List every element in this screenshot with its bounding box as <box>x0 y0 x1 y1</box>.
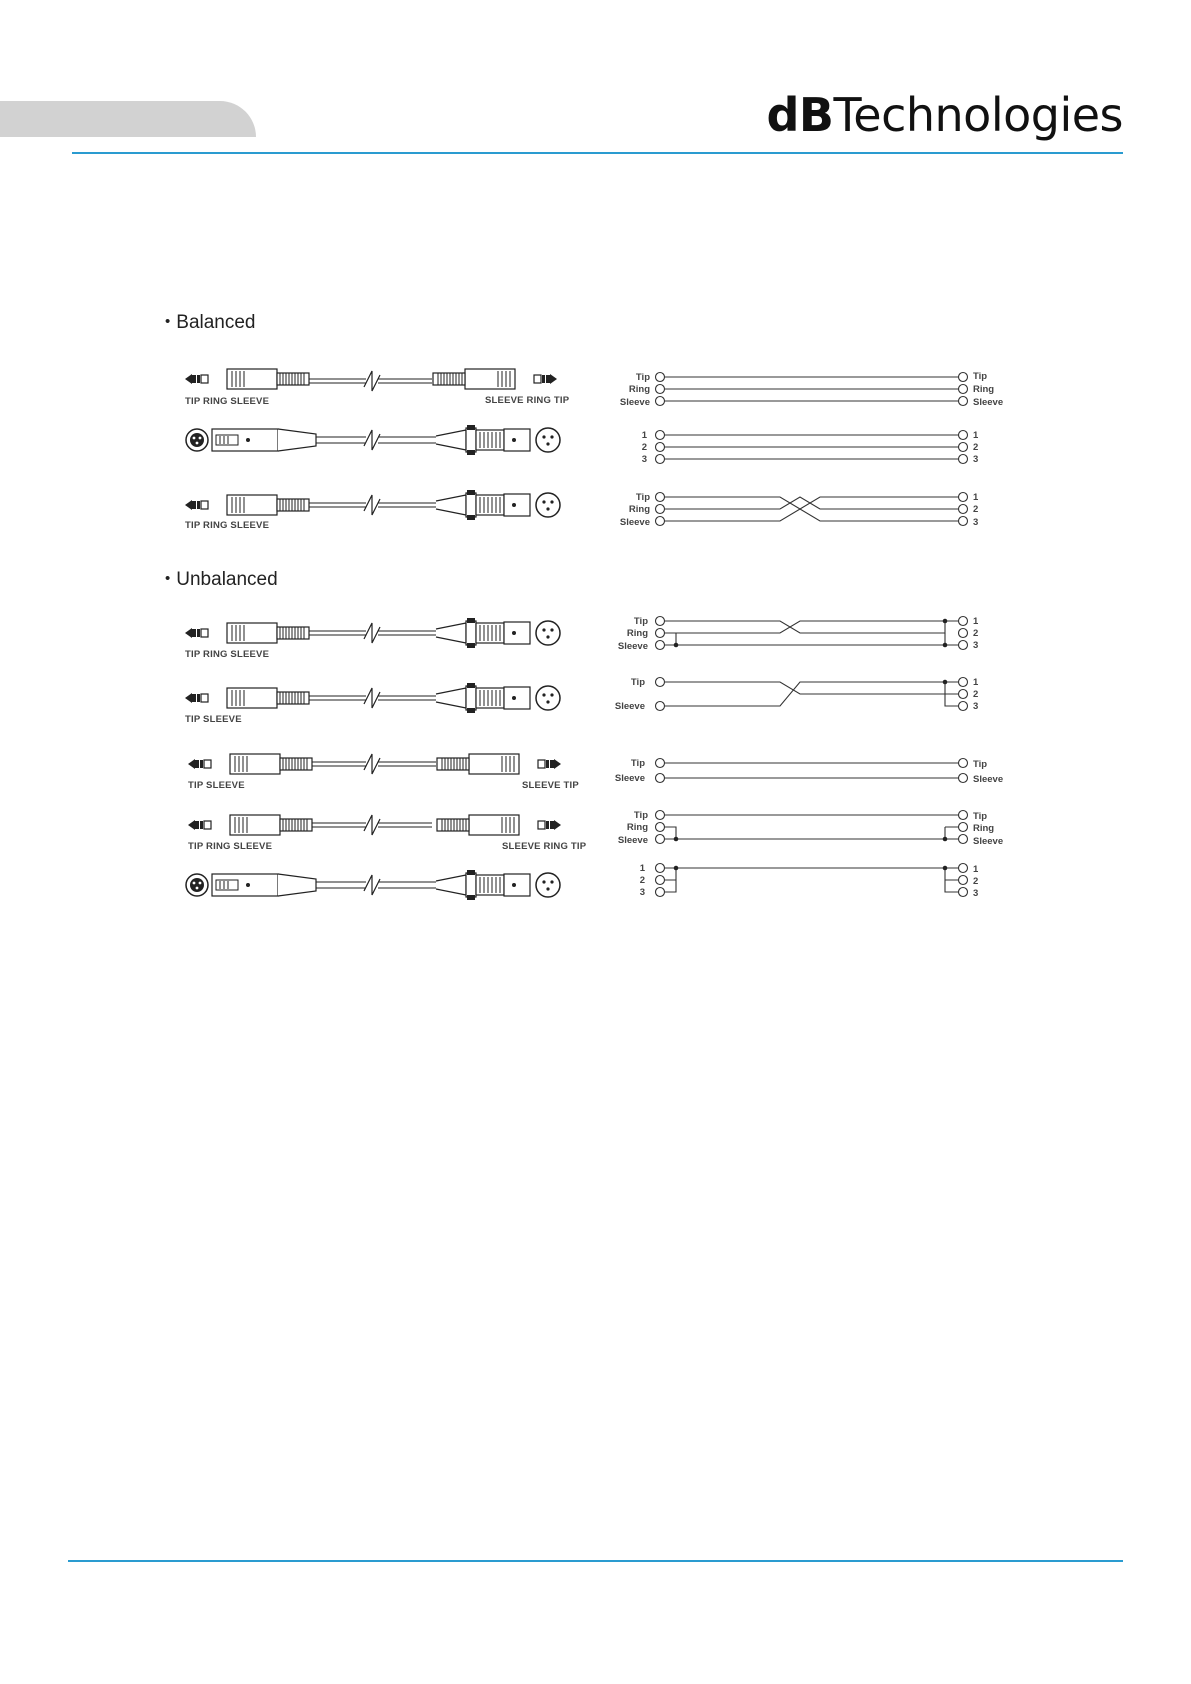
cable-label-left: TIP SLEEVE <box>188 780 245 791</box>
cable-unbalanced-trs-xlr <box>185 618 560 648</box>
pin-label: 3 <box>973 454 979 465</box>
cable-balanced-trs-xlr <box>185 490 560 520</box>
pin-label: Tip <box>973 759 988 770</box>
pin-label: 3 <box>973 517 979 528</box>
cable-label-right: SLEEVE TIP <box>522 780 579 791</box>
cable-label-right: SLEEVE RING TIP <box>485 395 570 406</box>
pin-label: Ring <box>973 384 995 395</box>
cable-balanced-trs-trs <box>185 369 557 391</box>
cable-label-right: SLEEVE RING TIP <box>502 841 587 852</box>
wiring-schematics <box>660 377 963 892</box>
pin-label: 1 <box>973 677 979 688</box>
pin-label: 1 <box>973 864 979 875</box>
pin-label: Tip <box>973 811 988 822</box>
cable-label-left: TIP RING SLEEVE <box>188 841 273 852</box>
pin-label: Ring <box>626 628 648 639</box>
pin-label: 2 <box>973 876 979 887</box>
pin-label: Sleeve <box>973 836 1004 847</box>
cable-balanced-xlr-xlr <box>186 425 560 455</box>
pin-label: 2 <box>641 442 647 453</box>
pin-label: 2 <box>973 628 979 639</box>
cable-label-left: TIP SLEEVE <box>185 714 242 725</box>
pin-label: Ring <box>973 823 995 834</box>
pin-label: Sleeve <box>619 517 650 528</box>
section-title-balanced-text: Balanced <box>176 312 256 333</box>
pin-label: Tip <box>633 810 648 821</box>
pin-label: Tip <box>635 492 650 503</box>
pin-label: Tip <box>630 677 645 688</box>
pin-label: Tip <box>630 758 645 769</box>
pin-label: Ring <box>628 384 650 395</box>
pin-label: 1 <box>973 430 979 441</box>
pin-label: 2 <box>639 875 645 886</box>
section-title-unbalanced: • Unbalanced <box>165 569 278 590</box>
pin-label: 3 <box>973 640 979 651</box>
cable-unbalanced-ts-ts <box>188 754 561 774</box>
junction-dots <box>674 619 948 871</box>
terminal-circles <box>656 373 968 897</box>
pin-label: Ring <box>628 504 650 515</box>
pin-label: Sleeve <box>973 397 1004 408</box>
footer-rule <box>68 1560 1123 1562</box>
cable-unbalanced-trs-trs <box>188 815 561 835</box>
pin-label: 3 <box>973 701 979 712</box>
pin-label: Tip <box>635 372 650 383</box>
pin-label: Ring <box>626 822 648 833</box>
brand-logo-bold: dB <box>766 88 834 142</box>
pin-label: 2 <box>973 504 979 515</box>
pin-label: 2 <box>973 689 979 700</box>
cable-unbalanced-ts-xlr <box>185 683 560 713</box>
pin-label: 3 <box>973 888 979 899</box>
pin-label: 1 <box>973 492 979 503</box>
pin-label: Sleeve <box>973 774 1004 785</box>
section-title-balanced: • Balanced <box>165 312 256 333</box>
pin-label: Sleeve <box>619 397 650 408</box>
pin-label: Tip <box>633 616 648 627</box>
pin-label: Tip <box>973 371 988 382</box>
pin-label: 3 <box>639 887 645 898</box>
pin-label: Sleeve <box>617 835 648 846</box>
pin-label: Sleeve <box>614 773 645 784</box>
pin-label: 1 <box>641 430 647 441</box>
cable-label-left: TIP RING SLEEVE <box>185 520 270 531</box>
cable-unbalanced-xlr-xlr <box>186 870 560 900</box>
pin-label: Sleeve <box>614 701 645 712</box>
pin-label: 3 <box>641 454 647 465</box>
section-title-unbalanced-text: Unbalanced <box>176 569 278 590</box>
cable-label-left: TIP RING SLEEVE <box>185 649 270 660</box>
pin-label: Sleeve <box>617 641 648 652</box>
pin-label: 2 <box>973 442 979 453</box>
pin-label: 1 <box>639 863 645 874</box>
brand-logo-rest: Technologies <box>833 88 1123 142</box>
cable-label-left: TIP RING SLEEVE <box>185 396 270 407</box>
pin-label: 1 <box>973 616 979 627</box>
